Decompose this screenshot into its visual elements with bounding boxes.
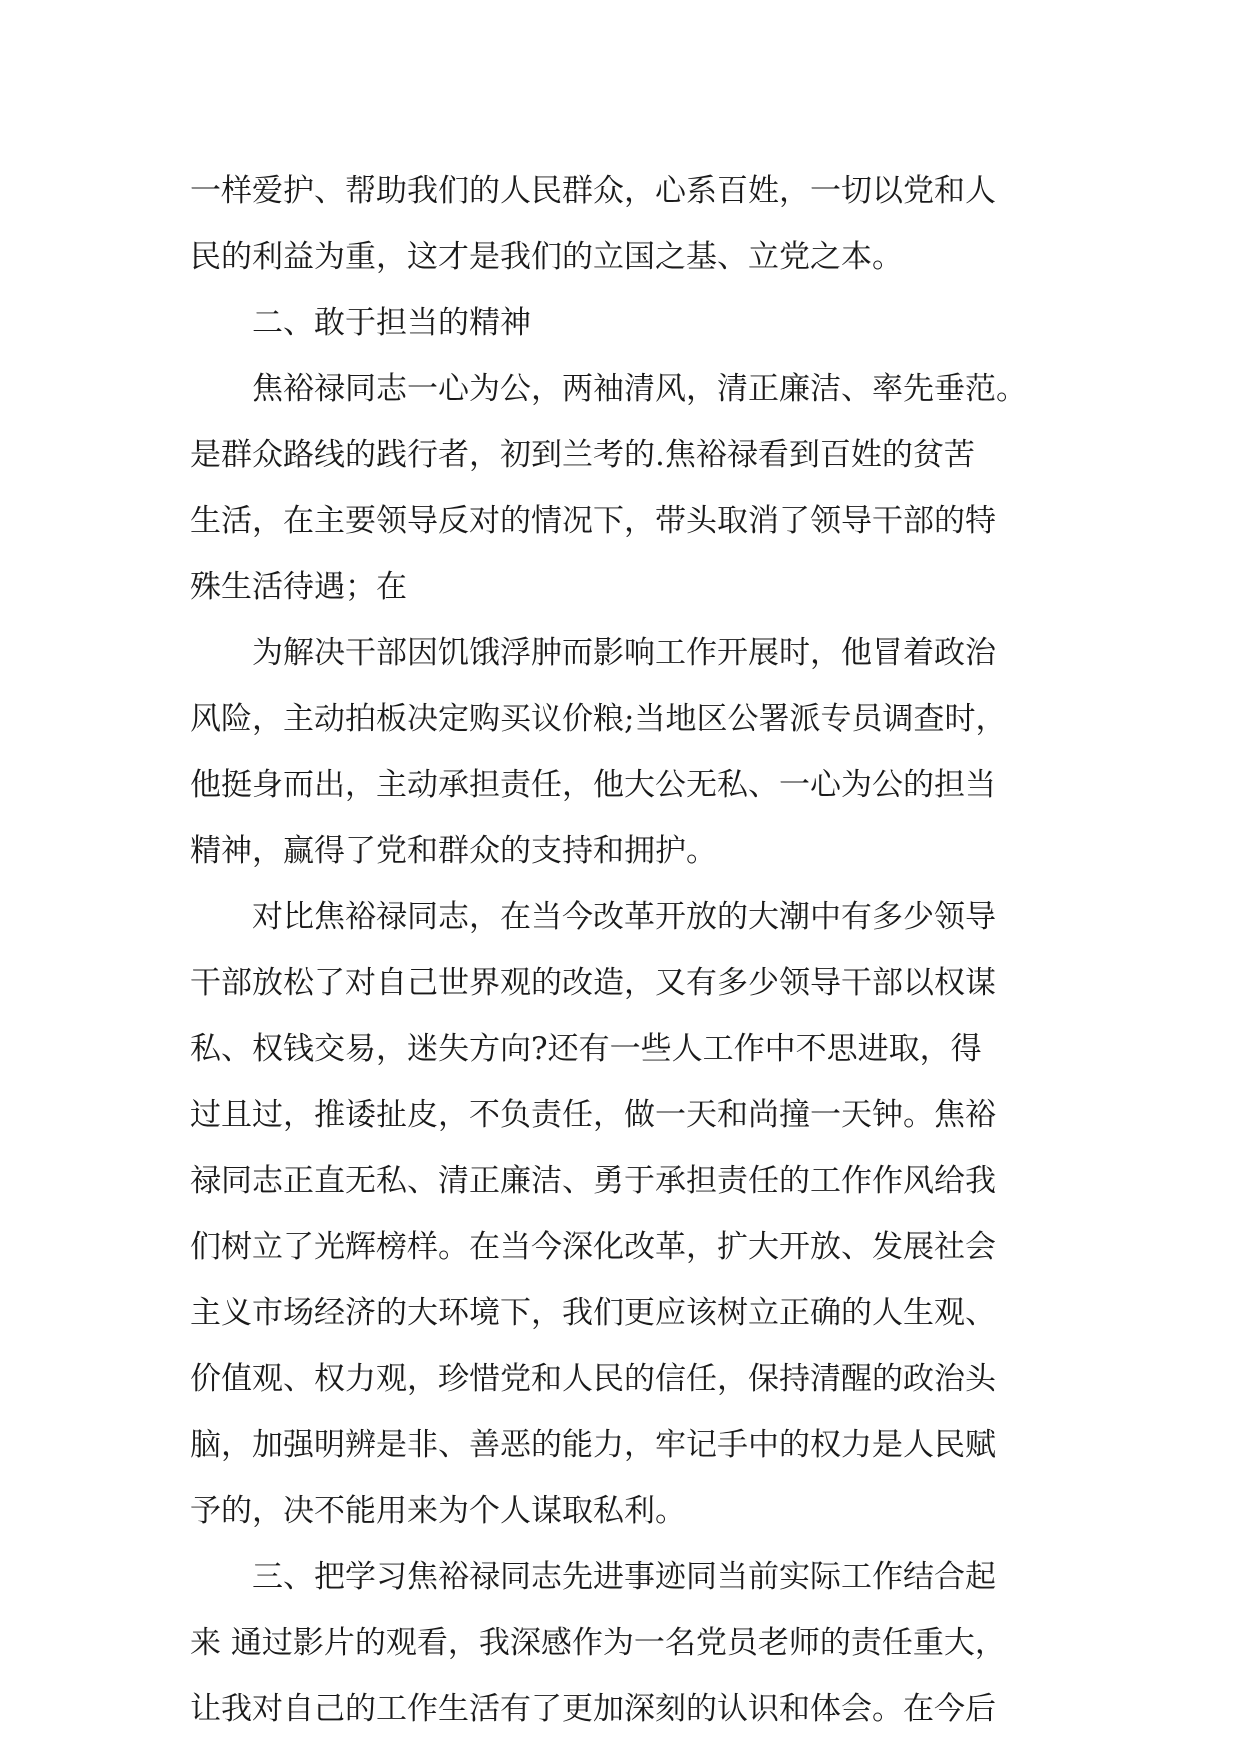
section-heading: 二、敢于担当的精神 bbox=[252, 305, 531, 341]
text-line: 他挺身而出，主动承担责任，他大公无私、一心为公的担当 bbox=[190, 767, 996, 803]
text-line: 脑，加强明辨是非、善恶的能力，牢记手中的权力是人民赋 bbox=[190, 1427, 996, 1463]
text-line: 干部放松了对自己世界观的改造，又有多少领导干部以权谋 bbox=[190, 965, 996, 1001]
text-line: 私、权钱交易，迷失方向?还有一些人工作中不思进取，得 bbox=[190, 1031, 982, 1067]
section-heading: 三、把学习焦裕禄同志先进事迹同当前实际工作结合起 bbox=[252, 1559, 996, 1595]
text-line: 让我对自己的工作生活有了更加深刻的认识和体会。在今后 bbox=[190, 1691, 996, 1727]
text-line: 生活，在主要领导反对的情况下，带头取消了领导干部的特 bbox=[190, 503, 996, 539]
text-line: 禄同志正直无私、清正廉洁、勇于承担责任的工作作风给我 bbox=[190, 1163, 996, 1199]
text-line: 们树立了光辉榜样。在当今深化改革，扩大开放、发展社会 bbox=[190, 1229, 996, 1265]
text-line: 是群众路线的践行者，初到兰考的.焦裕禄看到百姓的贫苦 bbox=[190, 437, 975, 473]
text-line: 予的，决不能用来为个人谋取私利。 bbox=[190, 1493, 686, 1529]
text-line: 殊生活待遇；在 bbox=[190, 569, 407, 605]
text-line: 价值观、权力观，珍惜党和人民的信任，保持清醒的政治头 bbox=[190, 1361, 996, 1397]
text-line: 过且过，推诿扯皮，不负责任，做一天和尚撞一天钟。焦裕 bbox=[190, 1097, 996, 1133]
text-line: 民的利益为重，这才是我们的立国之基、立党之本。 bbox=[190, 239, 903, 275]
text-line: 一样爱护、帮助我们的人民群众，心系百姓，一切以党和人 bbox=[190, 173, 996, 209]
text-line: 精神，赢得了党和群众的支持和拥护。 bbox=[190, 833, 717, 869]
text-line: 风险，主动拍板决定购买议价粮;当地区公署派专员调查时， bbox=[190, 701, 1007, 737]
text-line: 来 通过影片的观看，我深感作为一名党员老师的责任重大， bbox=[190, 1625, 1006, 1661]
text-line: 为解决干部因饥饿浮肿而影响工作开展时，他冒着政治 bbox=[252, 635, 996, 671]
text-line: 对比焦裕禄同志，在当今改革开放的大潮中有多少领导 bbox=[252, 899, 996, 935]
text-line: 主义市场经济的大环境下，我们更应该树立正确的人生观、 bbox=[190, 1295, 996, 1331]
text-line: 焦裕禄同志一心为公，两袖清风，清正廉洁、率先垂范。 bbox=[252, 371, 1027, 407]
body-text bbox=[190, 158, 1070, 1742]
